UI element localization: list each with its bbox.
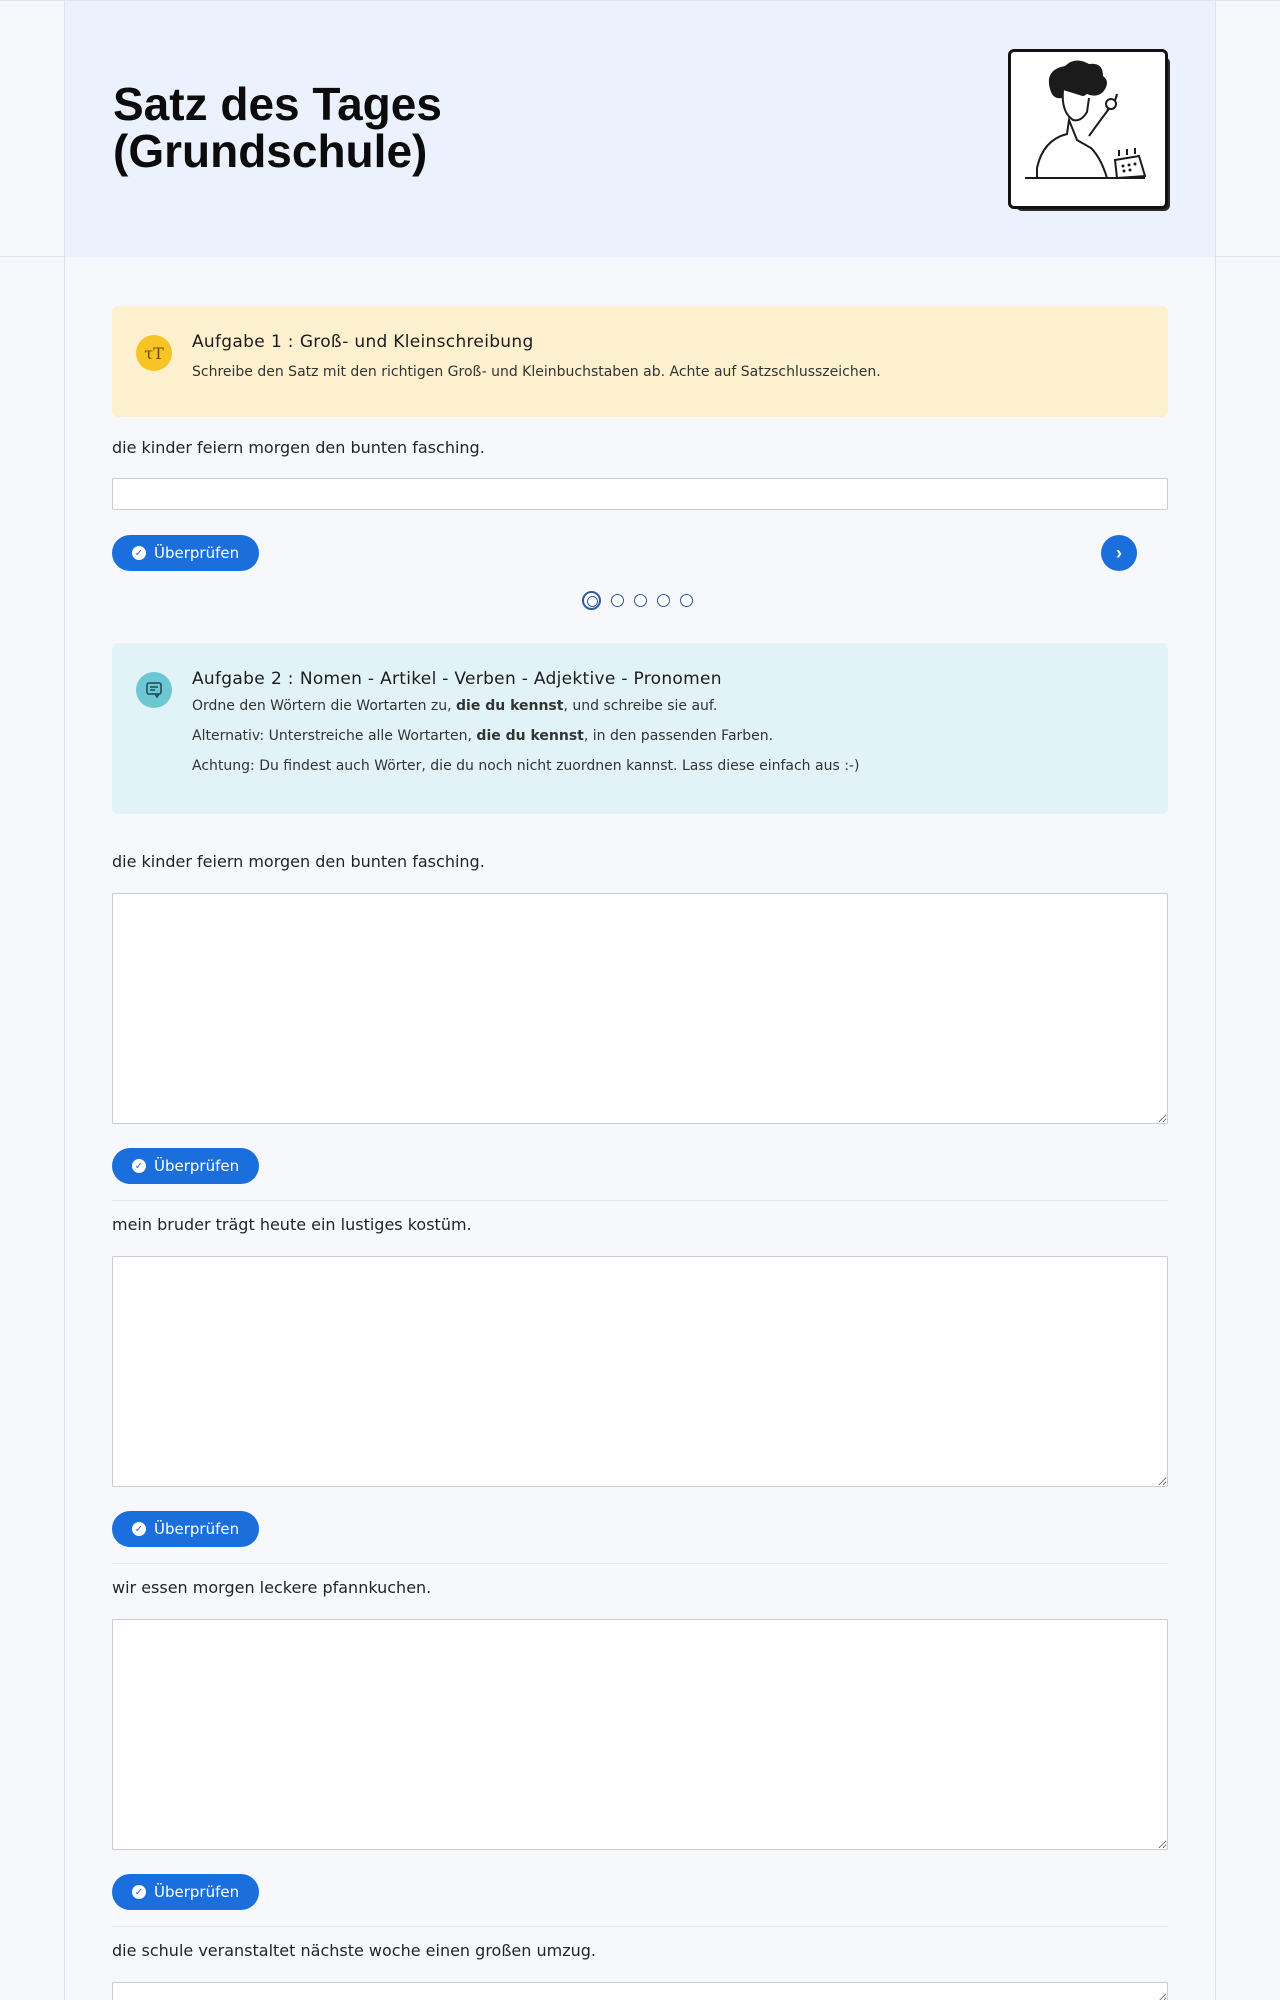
task-2-answer-textarea-1[interactable]: [112, 893, 1168, 1124]
check-circle-icon: ✓: [132, 1885, 146, 1899]
check-button[interactable]: [112, 1148, 259, 1184]
task-2-answer-textarea-4[interactable]: [112, 1982, 1168, 2000]
check-button-label: Überprüfen: [154, 1157, 240, 1175]
check-button[interactable]: [112, 535, 259, 571]
pagination-dot-4[interactable]: [657, 594, 670, 607]
task-number: 1 :: [270, 332, 294, 352]
task-2-sentence-4: die schule veranstaltet nächste woche einen großen umzug.: [112, 1941, 596, 1960]
check-button-label: Überprüfen: [154, 1883, 240, 1901]
task-1-sentence: die kinder feiern morgen den bunten fasching.: [112, 438, 485, 457]
task-1-box: [112, 306, 1168, 417]
page-title: Satz des Tages (Grundschule): [113, 78, 442, 177]
task-2-title: [192, 669, 1144, 689]
task-topic: Nomen - Artikel - Verben - Adjektive - Pronomen: [299, 669, 722, 689]
chevron-right-icon: ›: [1116, 542, 1122, 563]
header: [0, 0, 1280, 257]
header-illustration: [1008, 49, 1170, 211]
header-banner: [64, 1, 1216, 257]
task-2-desc-line-3: Achtung: Du findest auch Wörter, die du noch nicht zuordnen kannst. Lass diese einfach aus :-): [192, 758, 860, 774]
divider: [112, 1563, 1168, 1564]
task-2-sentence-1: die kinder feiern morgen den bunten fasching.: [112, 852, 485, 871]
text-case-icon: τT: [136, 335, 172, 371]
task-label: Aufgabe: [192, 669, 265, 689]
pagination-dot-3[interactable]: [634, 594, 647, 607]
task-2-box: [112, 643, 1168, 814]
check-button[interactable]: [112, 1511, 259, 1547]
word-types-icon: [136, 672, 172, 708]
task-pagination: [582, 591, 693, 610]
task-2-sentence-2: mein bruder trägt heute ein lustiges kostüm.: [112, 1215, 472, 1234]
check-button[interactable]: [112, 1874, 259, 1910]
person-thinking-illustration: [1008, 49, 1168, 209]
task-2-description: [192, 691, 1144, 781]
check-circle-icon: ✓: [132, 546, 146, 560]
task-2-sentence-3: wir essen morgen leckere pfannkuchen.: [112, 1578, 432, 1597]
pagination-dot-1[interactable]: [582, 591, 601, 610]
check-button-label: Überprüfen: [154, 1520, 240, 1538]
task-1-title: [192, 332, 1144, 352]
task-1-description: Schreibe den Satz mit den richtigen Groß- und Kleinbuchstaben ab. Achte auf Satzschlusszeichen.: [192, 364, 881, 380]
divider: [112, 1200, 1168, 1201]
pagination-dot-2[interactable]: [611, 594, 624, 607]
next-arrow-button[interactable]: [1101, 535, 1137, 571]
divider: [112, 1926, 1168, 1927]
task-2-desc-line-2: Alternativ: Unterstreiche alle Wortarten, die du kennst, in den passenden Farben.: [192, 728, 774, 744]
check-circle-icon: ✓: [132, 1522, 146, 1536]
main-content: [112, 306, 1168, 1960]
check-button-label: Überprüfen: [154, 544, 240, 562]
check-circle-icon: ✓: [132, 1159, 146, 1173]
pagination-dot-5[interactable]: [680, 594, 693, 607]
task-topic: Groß- und Kleinschreibung: [299, 332, 534, 352]
task-number: 2 :: [270, 669, 294, 689]
task-2-answer-textarea-3[interactable]: [112, 1619, 1168, 1850]
task-2-desc-line-1: Ordne den Wörtern die Wortarten zu, die du kennst, und schreibe sie auf.: [192, 698, 718, 714]
task-2-answer-textarea-2[interactable]: [112, 1256, 1168, 1487]
task-label: Aufgabe: [192, 332, 265, 352]
task-1-answer-input[interactable]: [112, 478, 1168, 510]
